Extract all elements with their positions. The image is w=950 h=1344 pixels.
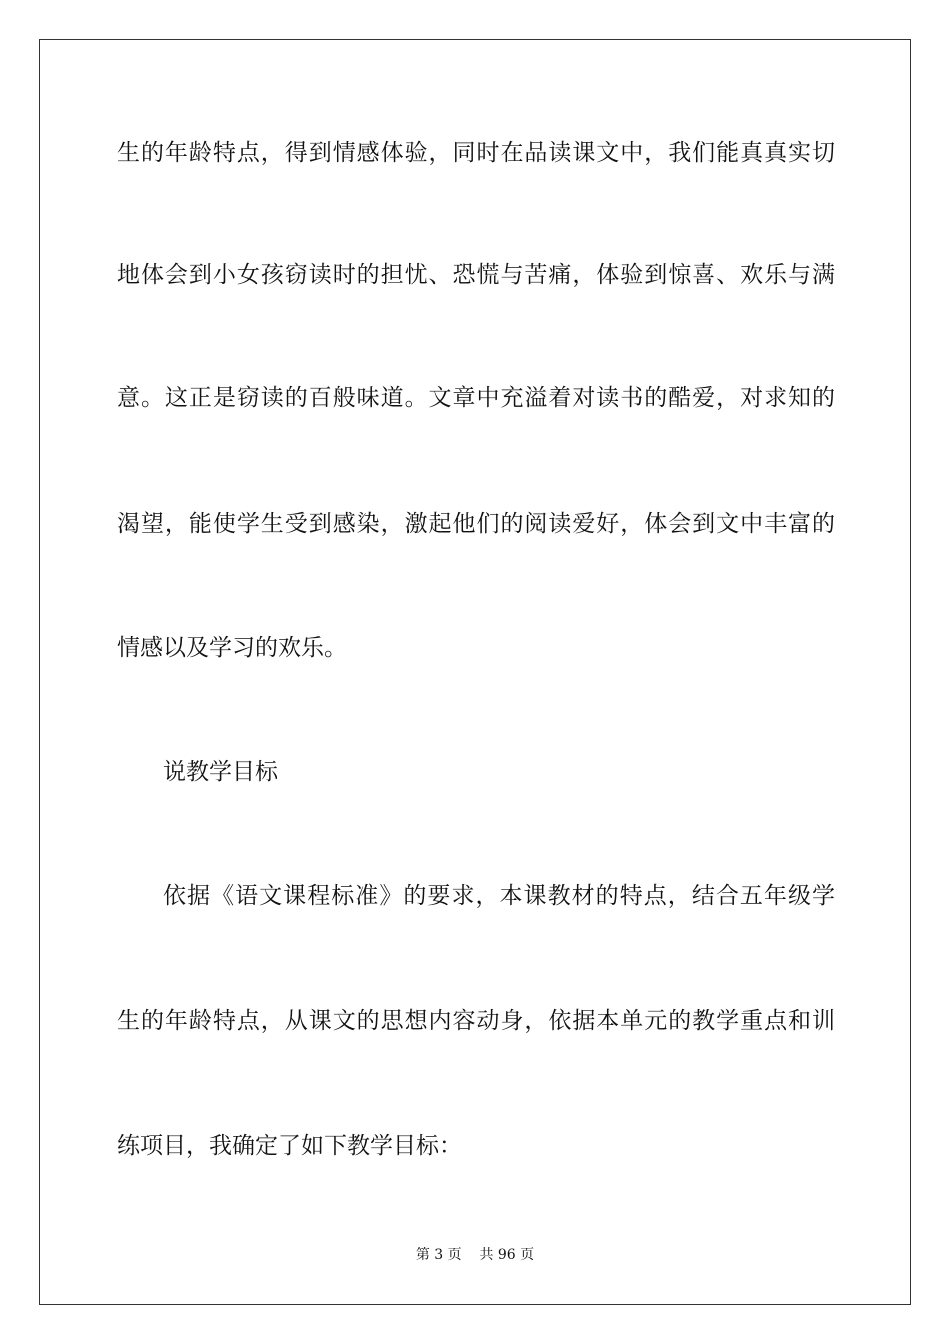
page-total: 共 96 页: [479, 1247, 535, 1263]
page-number: 第 3 页: [415, 1247, 462, 1263]
paragraph-line: 意。这正是窃读的百般味道。文章中充溢着对读书的酷爱，对求知的: [117, 385, 835, 411]
paragraph-line: 情感以及学习的欢乐。: [117, 635, 347, 661]
paragraph-line: 生的年龄特点，从课文的思想内容动身，依据本单元的教学重点和训: [117, 1008, 835, 1034]
paragraph-line: 依据《语文课程标准》的要求，本课教材的特点，结合五年级学: [163, 883, 835, 909]
paragraph-line: 练项目，我确定了如下教学目标：: [117, 1133, 462, 1159]
section-heading: 说教学目标: [163, 759, 278, 785]
paragraph-line: 地体会到小女孩窃读时的担忧、恐慌与苦痛，体验到惊喜、欢乐与满: [117, 262, 835, 288]
paragraph-line: 生的年龄特点，得到情感体验，同时在品读课文中，我们能真真实切: [117, 140, 835, 166]
page-frame: [39, 39, 911, 1305]
paragraph-line: 渴望，能使学生受到感染，激起他们的阅读爱好，体会到文中丰富的: [117, 511, 835, 537]
page-footer: [0, 1245, 950, 1265]
